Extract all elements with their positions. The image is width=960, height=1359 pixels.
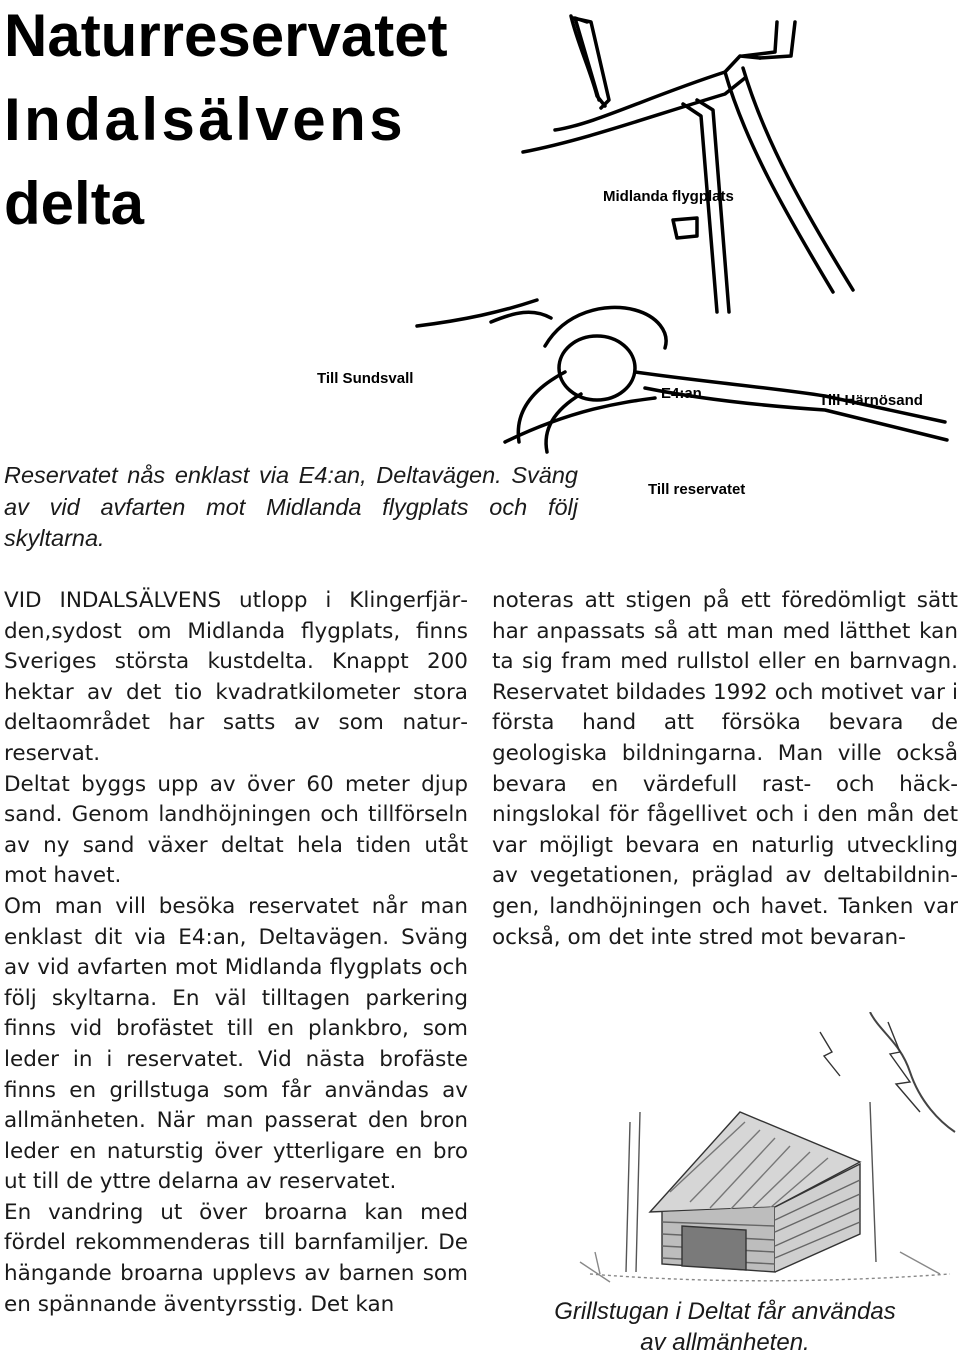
title-line-1: Naturreservatet bbox=[4, 2, 448, 69]
paragraph: Deltat byggs upp av över 60 meter djup sand. Genom landhöjningen och tillförseln av ny sand växer deltat hela tiden utåt mot havet. bbox=[4, 771, 468, 889]
map-label-airport: Midlanda flygplats bbox=[603, 188, 734, 205]
map-label-sundsvall: Till Sundsvall bbox=[317, 370, 414, 387]
cabin-illustration bbox=[570, 1012, 960, 1292]
body-column-right bbox=[492, 586, 958, 953]
map-label-harnosand: Till Härnösand bbox=[819, 392, 923, 409]
illustration-caption bbox=[500, 1296, 950, 1358]
title-line-2: Indalsälvens bbox=[4, 86, 407, 153]
body-column-left bbox=[4, 586, 468, 1320]
map-label-reservat: Till reservatet bbox=[648, 481, 746, 498]
road-map bbox=[305, 12, 960, 512]
title-line-3: delta bbox=[4, 170, 145, 237]
map-label-e4: E4:an bbox=[661, 385, 702, 402]
intro-text: Reservatet nås enklast via E4:an, Deltavägen. Sväng av vid avfarten mot Midlanda flygplats och följ skyltarna. bbox=[4, 462, 578, 551]
caption-line-2: av allmänheten. bbox=[640, 1329, 810, 1356]
paragraph: noteras att stigen på ett föredömligt sätt har anpassats så att man med lätthet kan ta sig fram med rullstol eller en barnvagn. Reservatet bildades 1992 och motivet var i första hand att försöka bevara de geologiska bildningarna. Man ville också bevara en värdefull rast- och häckningslokal för fågellivet och i den mån det var möjligt bevara en naturlig utveckling av vegetationen, präglad av deltabildningen, landhöjningen och havet. Tanken var också, om det inte stred mot bevaran- bbox=[492, 588, 958, 950]
paragraph: VID INDALSÄLVENS utlopp i Klingerfjärden,sydost om Midlanda flygplats, finns Sveriges största kustdelta. Knappt 200 hektar av det tio kvadratkilometer stora deltaområdet har satts av som naturreservat. bbox=[4, 588, 468, 766]
caption-line-1: Grillstugan i Deltat får användas bbox=[554, 1298, 896, 1325]
paragraph: En vandring ut över broarna kan med fördel rekommenderas till barnfamiljer. De hängande broarna upplevs av barnen som en spännande äventyrsstig. Det kan bbox=[4, 1199, 468, 1317]
paragraph: Om man vill besöka reservatet når man enklast dit via E4:an, Deltavägen. Sväng av vid avfarten mot Midlanda flygplats och följ skyltarna. En väl tilltagen parkering finns vid brofästet till en plankbro, som leder in i reservatet. Vid nästa brofäste finns en grillstuga som får användas av allmänheten. När man passerat den bron leder en naturstig över ytterligare en bro ut till de yttre delarna av reservatet. bbox=[4, 893, 468, 1195]
